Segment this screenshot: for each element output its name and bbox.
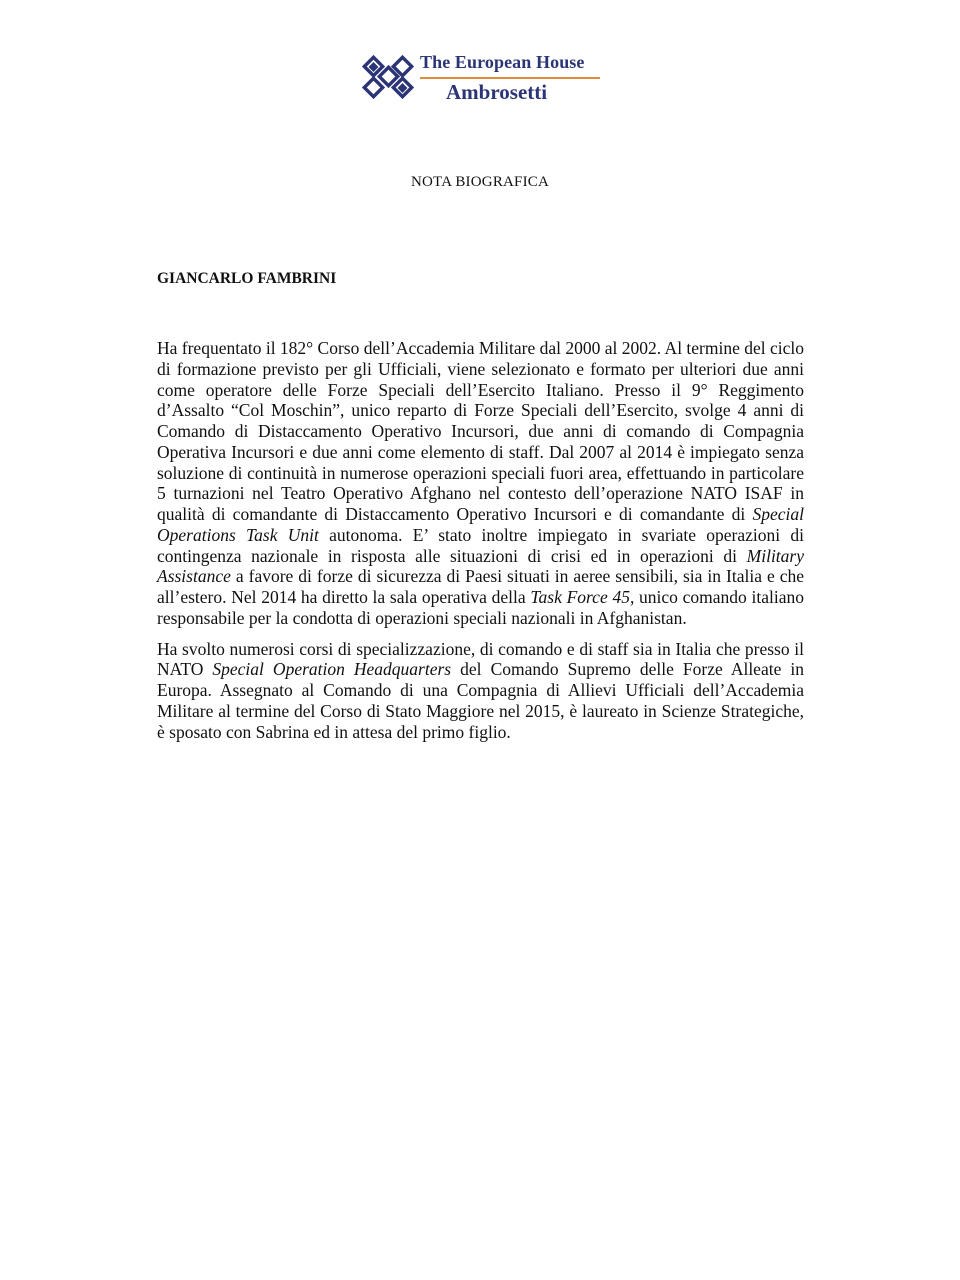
paragraph-1-italic-c: Task Force 45 — [530, 587, 630, 607]
logo-text-line2: Ambrosetti — [446, 80, 548, 104]
paragraph-2-italic-a: Special Operation Headquarters — [212, 659, 452, 680]
document-title: NOTA BIOGRAFICA — [410, 174, 550, 190]
paragraph-1-italic-a: Special Operations Task Unit — [157, 504, 804, 545]
biography-paragraph-2 — [157, 639, 804, 743]
paragraph-1-text-d: , unico comando italiano responsabile per la condotta di operazioni speciali nazionali in Afghanistan. — [157, 587, 805, 628]
paragraph-1-italic-b: Military Assistance — [157, 545, 804, 587]
paragraph-2-text-a: Ha svolto numerosi corsi di specializzazione, di comando e di staff sia in Italia che presso il NATO — [157, 638, 804, 680]
biography-text — [157, 338, 804, 752]
person-name: GIANCARLO FAMBRINI — [157, 270, 337, 287]
paragraph-1-text-c: a favore di forze di sicurezza di Paesi situati in aeree sensibili, sia in Italia e che all’estero. Nel 2014 ha diretto la sala operativa della — [157, 566, 804, 607]
paragraph-2-text-b: del Comando Supremo delle Forze Alleate in Europa. Assegnato al Comando di una Compagnia di Allievi Ufficiali dell’Accademia Militare al termine del Corso di Stato Maggiore nel 2015, è laureato in Scienze Strategiche, è sposato con Sabrina ed in attesa del primo figlio. — [157, 659, 804, 742]
paragraph-1-text-a: Ha frequentato il 182° Corso dell’Accademia Militare dal 2000 al 2002. Al termine del ciclo di formazione previsto per gli Ufficiali, viene selezionato e formato per ulteriori due anni come operatore delle Forze Speciali dell’Esercito Italiano. Presso il 9° Reggimento d’Assalto “Col Moschin”, unico reparto di Forze Speciali dell’Esercito, svolge 4 anni di Comando di Distaccamento Operativo Incursori, due anni di comando di Compagnia Operativa Incursori e due anni come elemento di staff. Dal 2007 al 2014 è impiegato senza soluzione di continuità in numerose operazioni speciali fuori area, effettuando in particolare 5 turnazioni nel Teatro Operativo Afghano nel contesto dell’operazione NATO ISAF in qualità di comandante di Distaccamento Operativo Incursori e di comandante di — [157, 338, 805, 524]
logo-text-line1: The European House — [420, 52, 585, 72]
ambrosetti-logo-icon — [362, 54, 414, 100]
logo-divider — [420, 77, 600, 79]
company-logo — [362, 52, 602, 104]
paragraph-1-text-b: autonoma. E’ stato inoltre impiegato in svariate operazioni di contingenza nazionale in risposta alle situazioni di crisi ed in operazioni di — [157, 524, 804, 566]
biography-paragraph-1 — [157, 338, 804, 629]
